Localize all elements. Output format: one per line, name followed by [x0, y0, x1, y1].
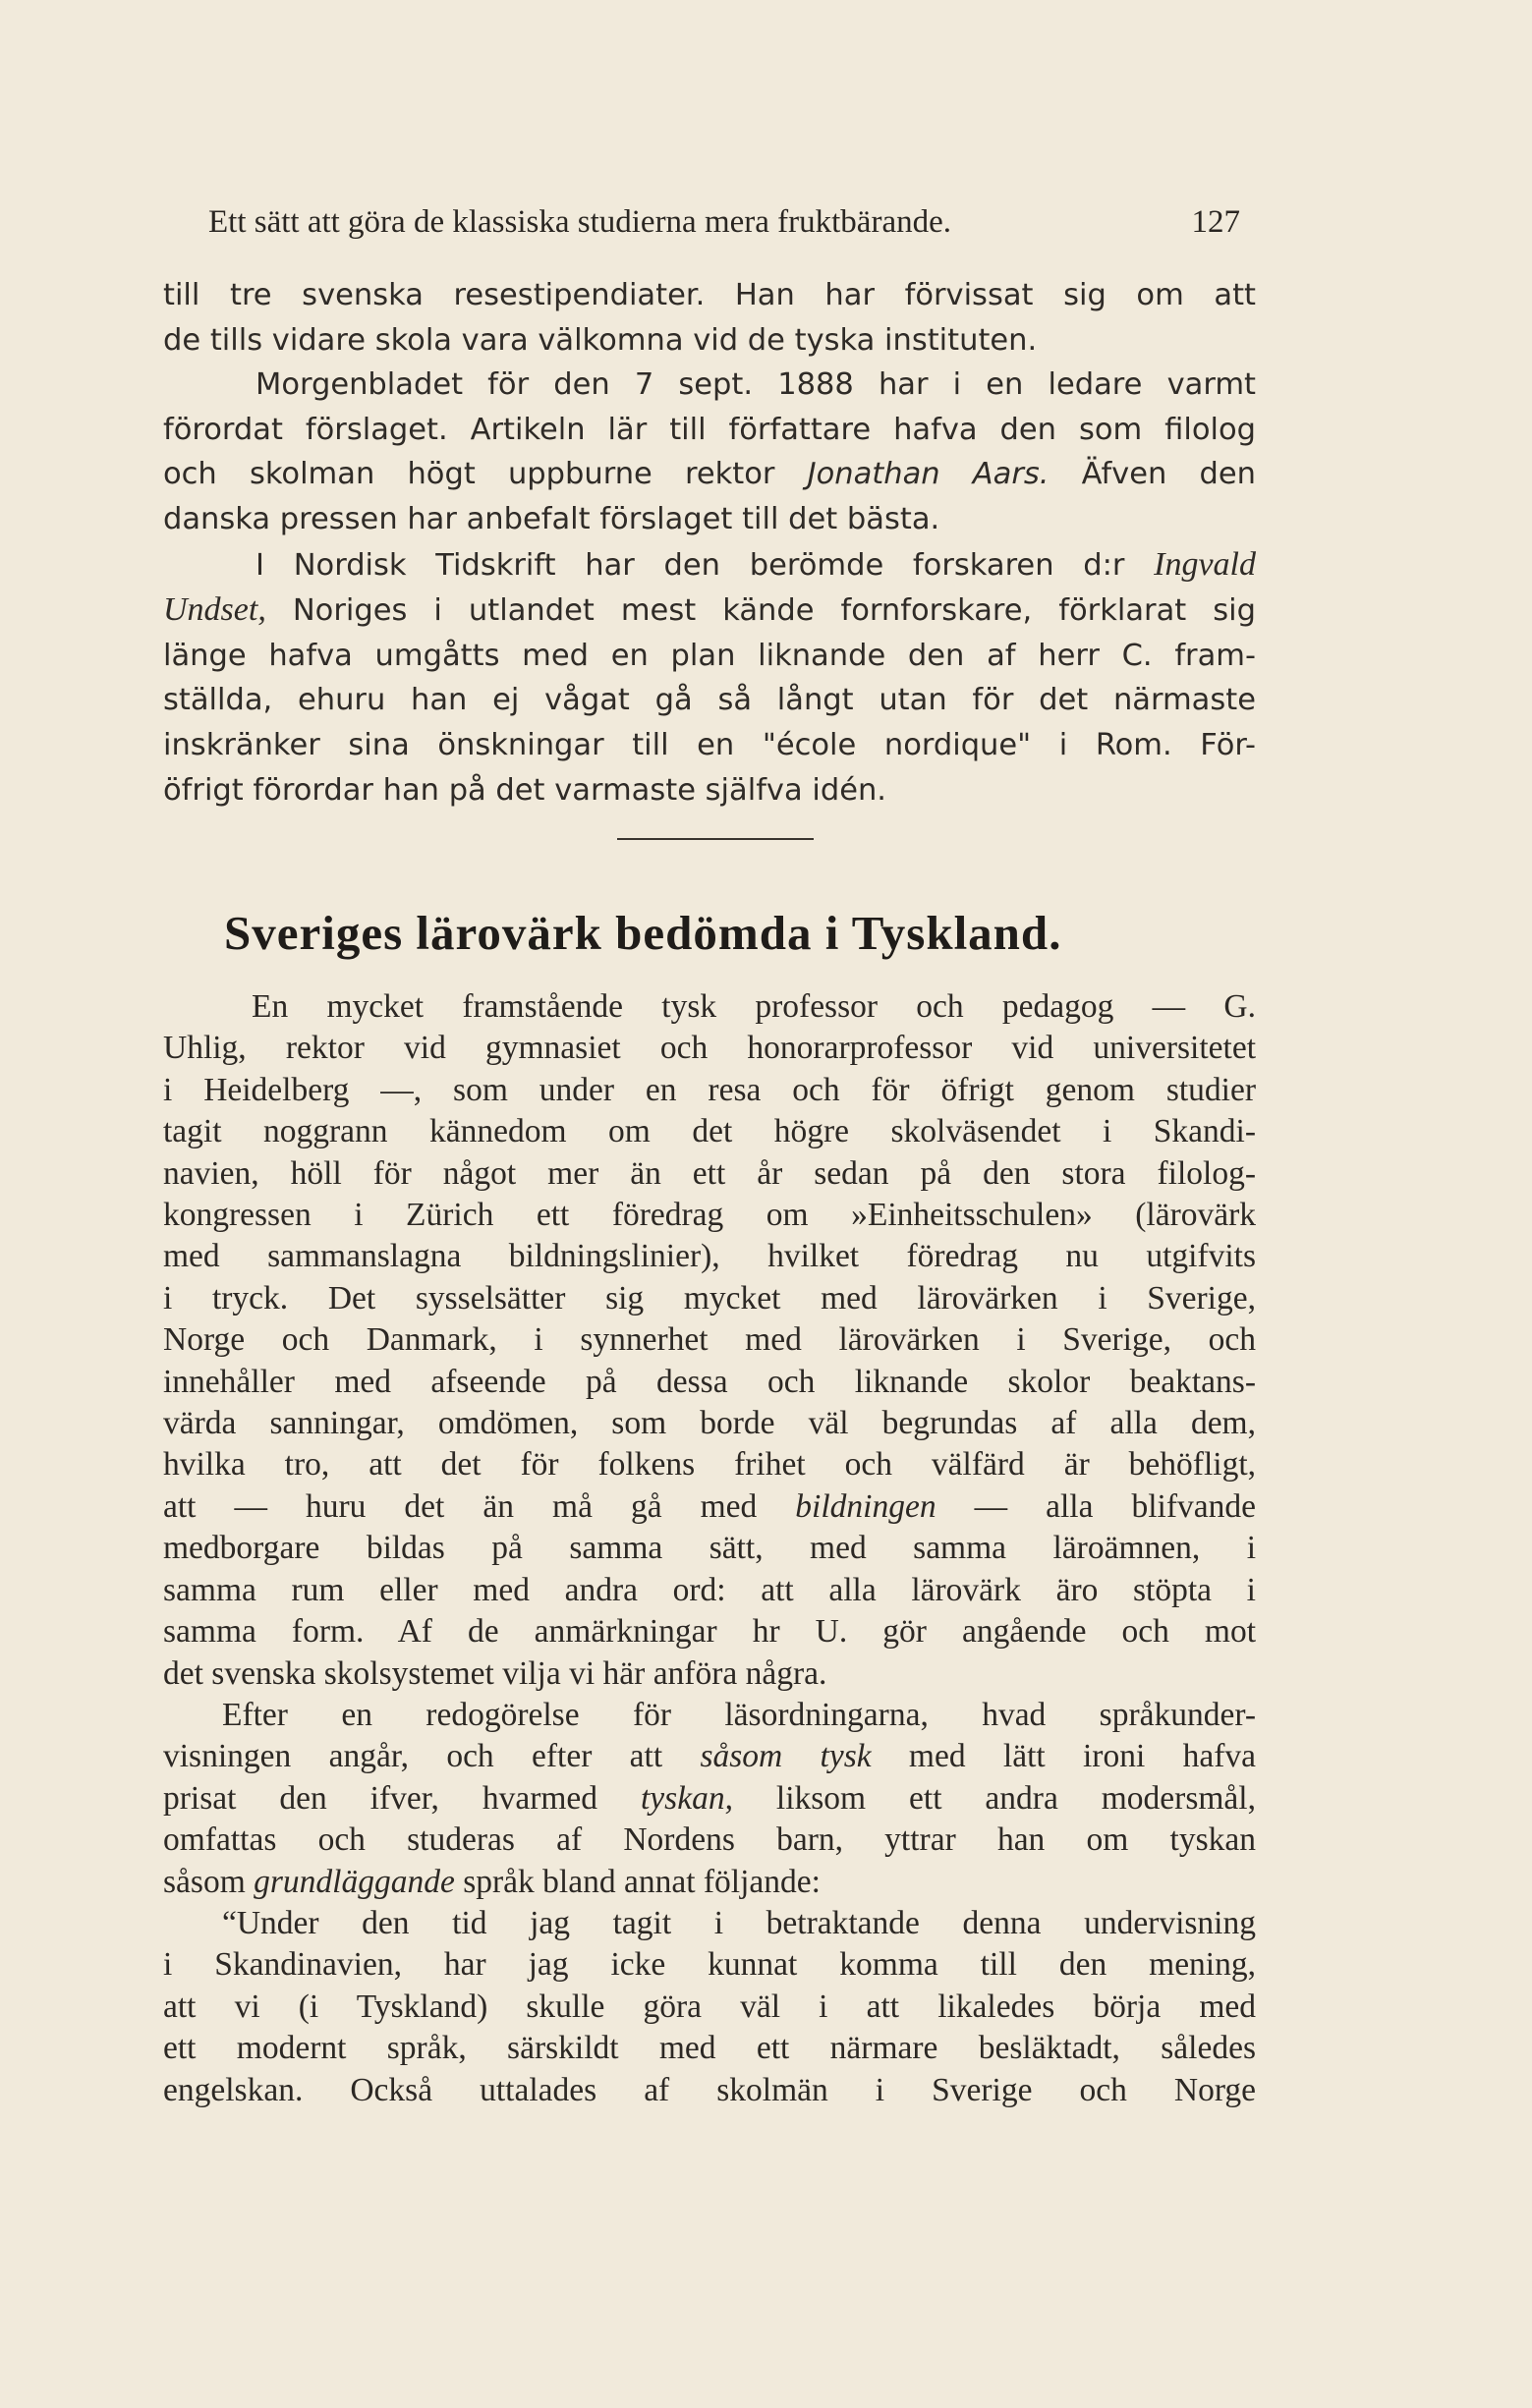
section-divider: [617, 838, 814, 840]
person-name: Undset,: [163, 591, 266, 629]
section2-text: [163, 986, 1256, 2111]
text-line: visningen angår, och efter att såsom tysk med lätt ironi hafva: [163, 1738, 1256, 1775]
text-line: det svenska skolsystemet vilja vi här anföra några.: [163, 1654, 827, 1692]
emphasized-word: såsom tysk: [700, 1738, 872, 1775]
text-line: inskränker sina önskningar till en "école nordique" i Rom. För-: [163, 727, 1256, 762]
text-line: Efter en redogörelse för läsordningarna, hvad språkunder-: [222, 1696, 1256, 1733]
page-number: 127: [1191, 204, 1240, 240]
text-line: hvilka tro, att det för folkens frihet och välfärd är behöfligt,: [163, 1446, 1256, 1484]
emphasized-word: bildningen: [795, 1487, 936, 1525]
text-line: ett modernt språk, särskildt med ett närmare besläktadt, således: [163, 2030, 1256, 2067]
person-name: Ingvald: [1154, 545, 1256, 583]
text-line: öfrigt förordar han på det varmaste själfva idén.: [163, 772, 886, 808]
text-line: Uhlig, rektor vid gymnasiet och honorarprofessor vid universitetet: [163, 1030, 1256, 1067]
text-line: med sammanslagna bildningslinier), hvilket föredrag nu utgifvits: [163, 1238, 1256, 1275]
text-line: innehåller med afseende på dessa och liknande skolor beaktans-: [163, 1363, 1256, 1400]
text-line: omfattas och studeras af Nordens barn, yttrar han om tyskan: [163, 1821, 1256, 1859]
text-line: i Heidelberg —, som under en resa och för öfrigt genom studier: [163, 1071, 1256, 1108]
text-line: värda sanningar, omdömen, som borde väl begrundas af alla dem,: [163, 1405, 1256, 1442]
text-line: prisat den ifver, hvarmed tyskan, liksom ett andra modersmål,: [163, 1779, 1256, 1817]
text-line: danska pressen har anbefalt förslaget till det bästa.: [163, 501, 940, 536]
text-line: och skolman högt uppburne rektor Jonathan Aars. Äfven den: [163, 457, 1256, 492]
text-line: förordat förslaget. Artikeln lär till författare hafva den som filolog: [163, 412, 1256, 447]
text-line: samma form. Af de anmärkningar hr U. gör angående och mot: [163, 1613, 1256, 1651]
article-heading: Sveriges lärovärk bedömda i Tyskland.: [224, 906, 1062, 960]
text-line: engelskan. Också uttalades af skolmän i Sverige och Norge: [163, 2071, 1256, 2108]
text-line: En mycket framstående tysk professor och pedagog — G.: [252, 988, 1256, 1025]
text-line: I Nordisk Tidskrift har den berömde forskaren d:r Ingvald: [255, 545, 1256, 583]
text-line: kongressen i Zürich ett föredrag om »Einheitsschulen» (lärovärk: [163, 1197, 1256, 1234]
text-line: “Under den tid jag tagit i betraktande denna undervisning: [222, 1904, 1256, 1941]
text-line: att vi (i Tyskland) skulle göra väl i att likaledes börja med: [163, 1988, 1256, 2025]
text-line: Morgenbladet för den 7 sept. 1888 har i en ledare varmt: [255, 367, 1256, 403]
text-line: såsom grundläggande språk bland annat följande:: [163, 1863, 821, 1900]
text-line: länge hafva umgåtts med en plan liknande den af herr C. fram-: [163, 638, 1256, 673]
running-head-title: Ett sätt att göra de klassiska studierna mera fruktbärande.: [208, 204, 951, 240]
section1-text: [163, 273, 1256, 812]
text-line: navien, höll för något mer än ett år sedan på den stora filolog-: [163, 1154, 1256, 1192]
text-line: Undset, Noriges i utlandet mest kände fornforskare, förklarat sig: [163, 591, 1256, 629]
text-line: de tills vidare skola vara välkomna vid de tyska instituten.: [163, 322, 1038, 358]
text-line: i Skandinavien, har jag icke kunnat komma till den mening,: [163, 1946, 1256, 1984]
text-line: medborgare bildas på samma sätt, med samma läroämnen, i: [163, 1530, 1256, 1567]
emphasized-word: grundläggande: [254, 1863, 455, 1900]
text-line: tagit noggrann kännedom om det högre skolväsendet i Skandi-: [163, 1113, 1256, 1150]
text-line: Norge och Danmark, i synnerhet med lärovärken i Sverige, och: [163, 1321, 1256, 1359]
emphasized-word: tyskan,: [640, 1779, 733, 1817]
text-line: i tryck. Det sysselsätter sig mycket med lärovärken i Sverige,: [163, 1279, 1256, 1316]
text-line: samma rum eller med andra ord: att alla lärovärk äro stöpta i: [163, 1571, 1256, 1608]
text-line: till tre svenska resestipendiater. Han har förvissat sig om att: [163, 278, 1256, 312]
text-line: att — huru det än må gå med bildningen — alla blifvande: [163, 1487, 1256, 1525]
text-line: ställda, ehuru han ej vågat gå så långt utan för det närmaste: [163, 683, 1256, 718]
person-name: Jonathan Aars.: [807, 457, 1050, 492]
